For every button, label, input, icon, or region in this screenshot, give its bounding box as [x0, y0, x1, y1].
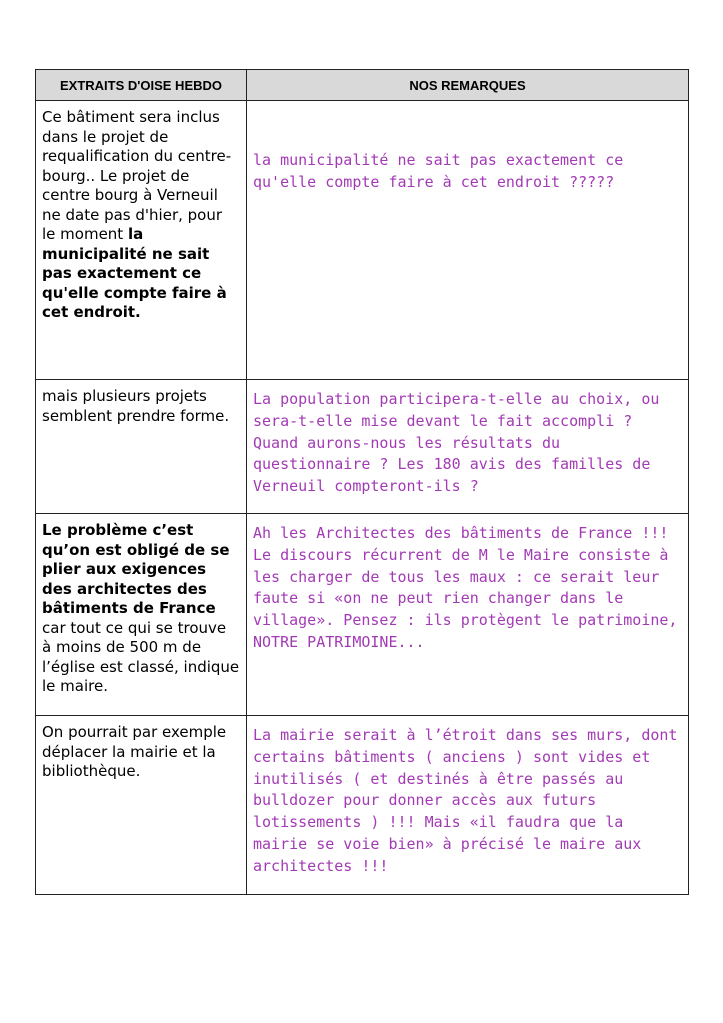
table-row — [36, 101, 689, 380]
extract-bold-text: la municipalité ne sait pas exactement ce qu'elle compte faire à cet endroit. — [42, 225, 227, 321]
table-row — [36, 716, 689, 895]
remark-cell — [247, 514, 689, 716]
extract-text: On pourrait par exemple déplacer la mairie et la bibliothèque. — [42, 723, 227, 780]
header-remarks: NOS REMARQUES — [247, 70, 689, 101]
remark-text: Ah les Architectes des bâtiments de France !!! Le discours récurrent de M le Maire consiste à les charger de tous les maux : ce serait leur faute si «on ne peut rien changer dans le village». Pensez : ils protègent le patrimoine, NOTRE PATRIMOINE... — [253, 524, 678, 651]
table-header-row — [36, 70, 689, 101]
remark-cell — [247, 380, 689, 514]
remark-cell — [247, 716, 689, 895]
table-row — [36, 380, 689, 514]
remark-text: La population participera-t-elle au choix, ou sera-t-elle mise devant le fait accompli ? Quand aurons-nous les résultats du questionnaire ? Les 180 avis des familles de Verneuil compteront-ils ? — [253, 390, 660, 496]
comparison-table — [35, 69, 689, 895]
extract-cell — [36, 380, 247, 514]
extract-cell — [36, 716, 247, 895]
table-row — [36, 514, 689, 716]
extract-text: Ce bâtiment sera inclus dans le projet de requalification du centre-bourg.. Le projet de centre bourg à Verneuil ne date pas d'hier, pour le moment — [42, 108, 232, 243]
remark-text: la municipalité ne sait pas exactement ce qu'elle compte faire à cet endroit ????? — [253, 151, 624, 191]
remark-text: La mairie serait à l’étroit dans ses murs, dont certains bâtiments ( anciens ) sont vides et inutilisés ( et destinés à être passés au bulldozer pour donner accès aux futurs lotissements ) !!! Mais «il faudra que la mairie se voie bien» à précisé le maire aux architectes !!! — [253, 726, 678, 875]
extract-cell — [36, 101, 247, 380]
remark-cell — [247, 101, 689, 380]
extract-text: car tout ce qui se trouve à moins de 500 m de l’église est classé, indique le maire. — [42, 618, 240, 695]
extract-cell — [36, 514, 247, 716]
extract-text: mais plusieurs projets semblent prendre forme. — [42, 387, 230, 425]
extract-bold-text: Le problème c’est qu’on est obligé de se plier aux exigences des architectes des bâtiments de France — [42, 521, 230, 617]
header-extracts: EXTRAITS D'OISE HEBDO — [36, 70, 247, 101]
